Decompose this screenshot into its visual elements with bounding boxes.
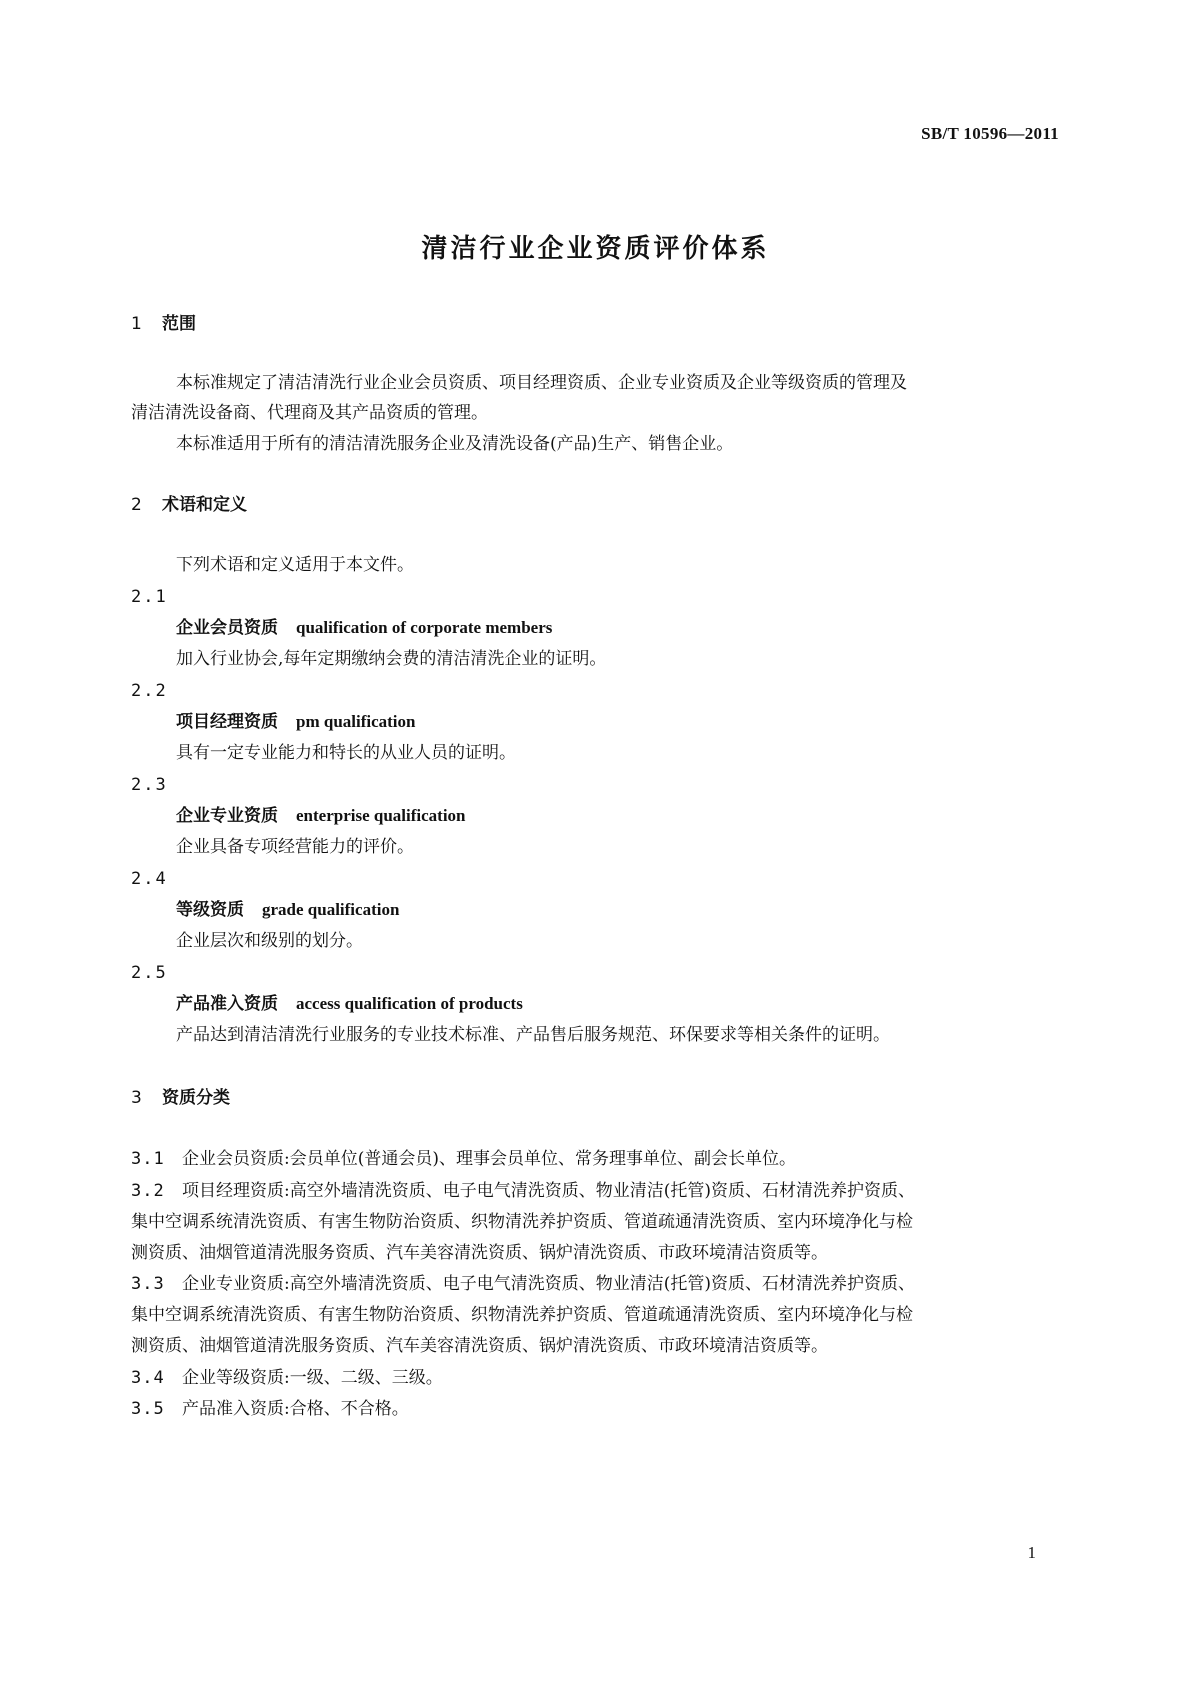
term-definition: 加入行业协会,每年定期缴纳会费的清洁清洗企业的证明。 [176,649,607,669]
term-number: 2.5 [131,963,168,983]
term-zh: 产品准入资质 [176,994,278,1014]
term-number: 2.1 [131,587,168,607]
term-number: 2.3 [131,775,168,795]
clause-text: 产品准入资质:合格、不合格。 [182,1399,409,1419]
clause-3-4 [131,1367,443,1389]
clause-3-5 [131,1398,409,1420]
term-title [176,617,552,639]
clause-3-2-line-2: 集中空调系统清洗资质、有害生物防治资质、织物清洗养护资质、管道疏通清洗资质、室内环境净化与检 [131,1212,913,1232]
term-en: qualification of corporate members [296,618,553,637]
document-code: SB/T 10596—2011 [921,124,1059,143]
term-zh: 企业专业资质 [176,806,278,826]
term-zh: 等级资质 [176,900,244,920]
document-title: 清洁行业企业资质评价体系 [421,234,770,264]
term-title [176,711,416,733]
term-definition: 企业具备专项经营能力的评价。 [176,837,414,857]
term-number: 2.4 [131,869,168,889]
clause-3-1 [131,1148,796,1170]
section-number: 3 [131,1088,142,1108]
term-zh: 企业会员资质 [176,618,278,638]
clause-3-2-line-3: 测资质、油烟管道清洗服务资质、汽车美容清洗资质、锅炉清洗资质、市政环境清洁资质等。 [131,1243,828,1263]
term-definition: 企业层次和级别的划分。 [176,931,363,951]
clause-number: 3.4 [131,1368,165,1388]
term-en: pm qualification [296,712,416,731]
clause-3-2 [131,1180,915,1202]
clause-3-3-line-2: 集中空调系统清洗资质、有害生物防治资质、织物清洗养护资质、管道疏通清洗资质、室内环境净化与检 [131,1305,913,1325]
clause-number: 3.1 [131,1149,165,1169]
scope-paragraph-1-line-2: 清洁清洗设备商、代理商及其产品资质的管理。 [131,403,488,423]
section-number: 1 [131,314,142,334]
term-title [176,805,466,827]
clause-text-line-1: 企业专业资质:高空外墙清洗资质、电子电气清洗资质、物业清洁(托管)资质、石材清洗养护资质、 [182,1274,915,1294]
term-number: 2.2 [131,681,168,701]
term-title [176,899,399,921]
clause-number: 3.5 [131,1399,165,1419]
scope-paragraph-2: 本标准适用于所有的清洁清洗服务企业及清洗设备(产品)生产、销售企业。 [176,434,734,454]
clause-text-line-1: 项目经理资质:高空外墙清洗资质、电子电气清洗资质、物业清洁(托管)资质、石材清洗养护资质、 [182,1181,915,1201]
term-definition: 具有一定专业能力和特长的从业人员的证明。 [176,743,516,763]
section-number: 2 [131,495,142,515]
clause-text: 企业会员资质:会员单位(普通会员)、理事会员单位、常务理事单位、副会长单位。 [182,1149,796,1169]
page-number: 1 [1027,1543,1036,1562]
term-en: grade qualification [262,900,400,919]
term-title [176,993,523,1015]
section-title: 术语和定义 [162,495,247,515]
clause-3-3 [131,1273,915,1295]
section-2-heading [131,494,247,516]
section-title: 范围 [162,314,196,334]
term-en: access qualification of products [296,994,523,1013]
term-en: enterprise qualification [296,806,466,825]
clause-text: 企业等级资质:一级、二级、三级。 [182,1368,443,1388]
clause-3-3-line-3: 测资质、油烟管道清洗服务资质、汽车美容清洗资质、锅炉清洗资质、市政环境清洁资质等。 [131,1336,828,1356]
clause-number: 3.3 [131,1274,165,1294]
section-title: 资质分类 [162,1088,230,1108]
scope-paragraph-1-line-1: 本标准规定了清洁清洗行业企业会员资质、项目经理资质、企业专业资质及企业等级资质的管理及 [176,373,907,393]
section-1-heading [131,313,196,335]
term-definition: 产品达到清洁清洗行业服务的专业技术标准、产品售后服务规范、环保要求等相关条件的证明。 [176,1025,890,1045]
term-zh: 项目经理资质 [176,712,278,732]
clause-number: 3.2 [131,1181,165,1201]
terms-intro: 下列术语和定义适用于本文件。 [176,555,414,575]
section-3-heading [131,1087,230,1109]
